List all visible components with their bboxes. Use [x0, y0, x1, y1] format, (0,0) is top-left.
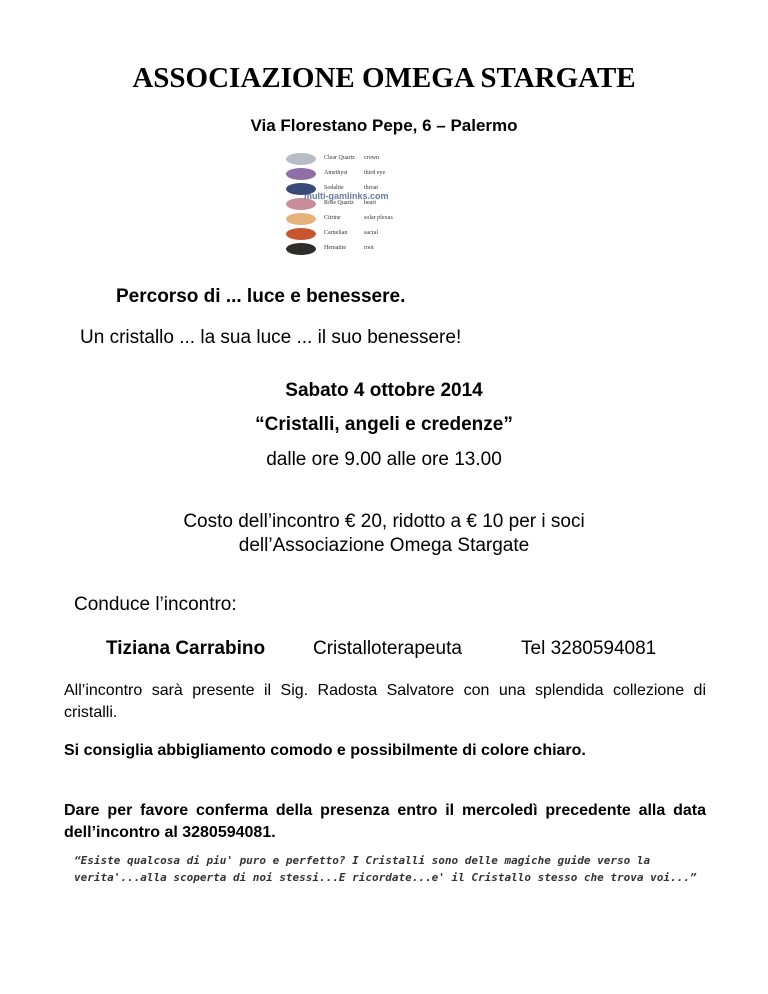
event-time: dalle ore 9.00 alle ore 13.00 [266, 449, 502, 470]
chakra-name: throat [364, 185, 378, 191]
closing-quote: “Esiste qualcosa di piu' puro e perfetto? I Cristalli sono delle magiche guide verso la verita'...alla scoperta di noi stessi...E ricordate...e' il Cristallo stesso che trova voi...” [74, 854, 697, 884]
amethyst-stone [286, 168, 316, 180]
chart-row-6 [282, 227, 402, 241]
clear-quartz-stone [286, 153, 316, 165]
dress-note: Si consiglia abbigliamento comodo e possibilmente di colore chiaro. [64, 742, 586, 759]
chart-row-1 [282, 152, 402, 166]
cost-line-2: dell’Associazione Omega Stargate [238, 535, 530, 556]
guest-note: All’incontro sarà presente il Sig. Radosta Salvatore con una splendida collezione di cristalli. [64, 682, 706, 721]
chakra-name: root [364, 245, 374, 251]
host-label: Conduce l’incontro: [74, 594, 237, 615]
event-topic: “Cristalli, angeli e credenze” [255, 414, 513, 435]
hematite-stone [286, 243, 316, 255]
watermark: multi-gamlinks.com [304, 191, 389, 201]
chart-row-7 [282, 242, 402, 256]
stone-name: Sodalite [324, 185, 344, 191]
stone-name: Clear Quartz [324, 155, 355, 161]
stone-name: Amethyst [324, 170, 348, 176]
carnelian-stone [286, 228, 316, 240]
cost-line-1: Costo dell’incontro € 20, ridotto a € 10 per i soci [183, 511, 585, 532]
chart-row-2 [282, 167, 402, 181]
crystal-chakra-image [282, 150, 402, 258]
chart-row-5 [282, 212, 402, 226]
intro-heading: Percorso di ... luce e benessere. [116, 286, 406, 307]
stone-name: Hematite [324, 245, 346, 251]
event-date: Sabato 4 ottobre 2014 [285, 380, 483, 401]
stone-name: Carnelian [324, 230, 348, 236]
stone-name: Citrine [324, 215, 341, 221]
intro-tagline: Un cristallo ... la sua luce ... il suo benessere! [80, 327, 462, 348]
chakra-name: crown [364, 155, 379, 161]
confirm-note: Dare per favore conferma della presenza entro il mercoledì precedente alla data dell’incontro al 3280594081. [64, 802, 706, 841]
organization-title: ASSOCIAZIONE OMEGA STARGATE [132, 62, 636, 94]
chakra-name: third eye [364, 170, 386, 176]
chakra-name: sacral [364, 230, 378, 236]
host-name: Tiziana Carrabino [106, 638, 266, 659]
citrine-stone [286, 213, 316, 225]
host-phone: Tel 3280594081 [521, 638, 657, 659]
stone-name: Rose Quartz [324, 200, 354, 206]
chakra-name: solar plexus [364, 215, 393, 221]
host-role: Cristalloterapeuta [313, 638, 462, 659]
address: Via Florestano Pepe, 6 – Palermo [250, 116, 518, 135]
chakra-name: heart [364, 200, 376, 206]
